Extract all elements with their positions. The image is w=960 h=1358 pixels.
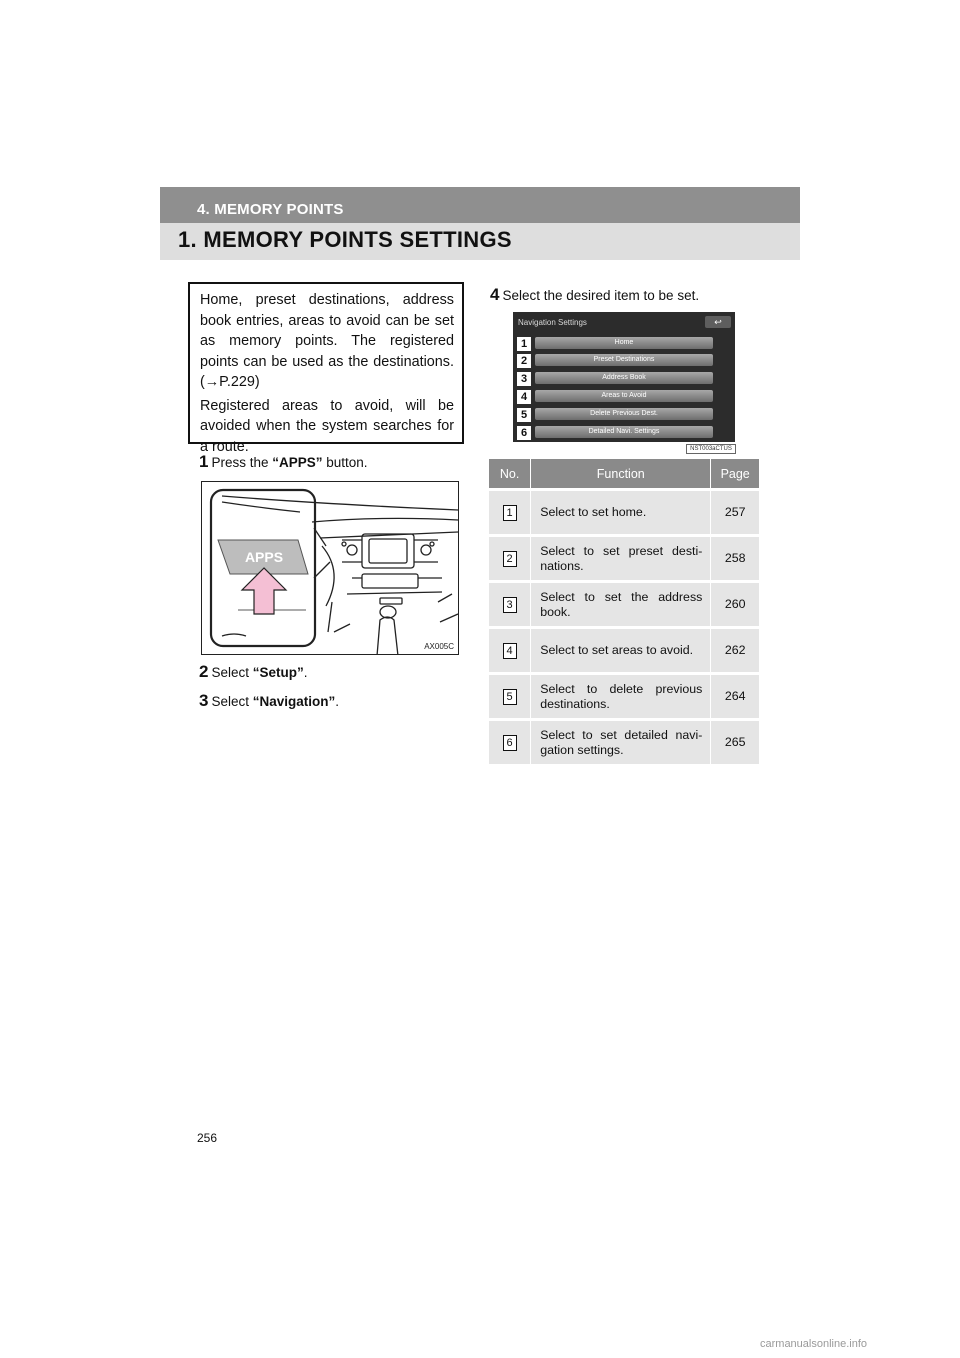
nav-row [517, 354, 731, 368]
nav-row [517, 337, 731, 351]
nav-delete-previous-dest-button[interactable]: Delete Previous Dest. [535, 408, 713, 420]
nav-row [517, 426, 731, 440]
row-number: 3 [503, 597, 517, 613]
column-header-no: No. [489, 459, 531, 490]
step-number: 1 [199, 452, 209, 471]
table-row [489, 582, 759, 628]
nav-screen-title: Navigation Settings [518, 318, 587, 327]
nav-row-number: 5 [517, 408, 531, 422]
step-1 [199, 452, 368, 472]
row-function: Select to delete previous destinations. [531, 674, 711, 720]
step-text: Select [211, 665, 253, 680]
row-number: 2 [503, 551, 517, 567]
row-function: Select to set home. [531, 490, 711, 536]
row-number: 5 [503, 689, 517, 705]
row-page: 264 [711, 674, 759, 720]
step-text-end: button. [322, 455, 368, 470]
watermark: carmanualsonline.info [760, 1338, 868, 1350]
intro-paragraph-1: Home, preset destinations, address book entries, areas to avoid can be set as memory points. The registered points can be used as the destinations. (→P.229) [200, 292, 454, 390]
row-function: Select to set the address book. [531, 582, 711, 628]
step-text: Press the [211, 455, 273, 470]
apps-button-label: APPS [244, 549, 284, 565]
row-page: 265 [711, 720, 759, 765]
step-text: Select the desired item to be set. [502, 288, 700, 303]
nav-home-button[interactable]: Home [535, 337, 713, 349]
nav-row-number: 1 [517, 337, 531, 351]
nav-row [517, 390, 731, 404]
nav-address-book-button[interactable]: Address Book [535, 372, 713, 384]
nav-row-number: 2 [517, 354, 531, 368]
step-number: 2 [199, 662, 209, 681]
pointer-arrow-icon [242, 568, 286, 614]
illustration-code: AX005C [424, 642, 454, 651]
dashboard-illustration [201, 481, 459, 655]
nav-areas-to-avoid-button[interactable]: Areas to Avoid [535, 390, 713, 402]
row-page: 258 [711, 536, 759, 582]
page-title: 1. MEMORY POINTS SETTINGS [178, 227, 512, 252]
step-number: 3 [199, 691, 209, 710]
function-table [489, 459, 759, 764]
nav-detailed-settings-button[interactable]: Detailed Navi. Settings [535, 426, 713, 438]
row-function: Select to set preset desti-nations. [531, 536, 711, 582]
step-4 [490, 285, 699, 305]
nav-row-number: 4 [517, 390, 531, 404]
step-text-end: . [303, 665, 308, 680]
row-function: Select to set detailed navi-gation settings. [531, 720, 711, 765]
column-header-page: Page [711, 459, 759, 490]
row-number: 4 [503, 643, 517, 659]
table-row [489, 720, 759, 765]
navigation-settings-screen [513, 312, 735, 442]
step-text-end: . [335, 694, 340, 709]
step-number: 4 [490, 285, 500, 304]
nav-row-number: 6 [517, 426, 531, 440]
intro-paragraph-2: Registered areas to avoid, will be avoided when the system searches for a route. [200, 397, 454, 455]
table-row [489, 628, 759, 674]
table-row [489, 536, 759, 582]
column-header-function: Function [531, 459, 711, 490]
table-row [489, 490, 759, 536]
row-number: 6 [503, 735, 517, 751]
table-row [489, 674, 759, 720]
row-number: 1 [503, 505, 517, 521]
step-2 [199, 662, 308, 682]
row-page: 262 [711, 628, 759, 674]
step-3 [199, 691, 339, 711]
step-keyword: “APPS” [272, 455, 323, 470]
row-page: 260 [711, 582, 759, 628]
intro-box [188, 282, 464, 455]
page-number: 256 [197, 1131, 218, 1145]
step-text: Select [211, 694, 253, 709]
nav-row [517, 408, 731, 422]
row-function: Select to set areas to avoid. [531, 628, 711, 674]
step-keyword: “Navigation” [252, 694, 336, 709]
nav-preset-destinations-button[interactable]: Preset Destinations [535, 354, 713, 366]
dashboard-drawing [202, 482, 459, 655]
back-icon[interactable]: ↩ [705, 316, 731, 328]
section-header: 4. MEMORY POINTS [197, 201, 344, 218]
nav-row [517, 372, 731, 386]
step-keyword: “Setup” [252, 665, 304, 680]
row-page: 257 [711, 490, 759, 536]
table-header-row [489, 459, 759, 490]
nav-row-number: 3 [517, 372, 531, 386]
screen-code: NST003aCTUS [686, 444, 736, 454]
